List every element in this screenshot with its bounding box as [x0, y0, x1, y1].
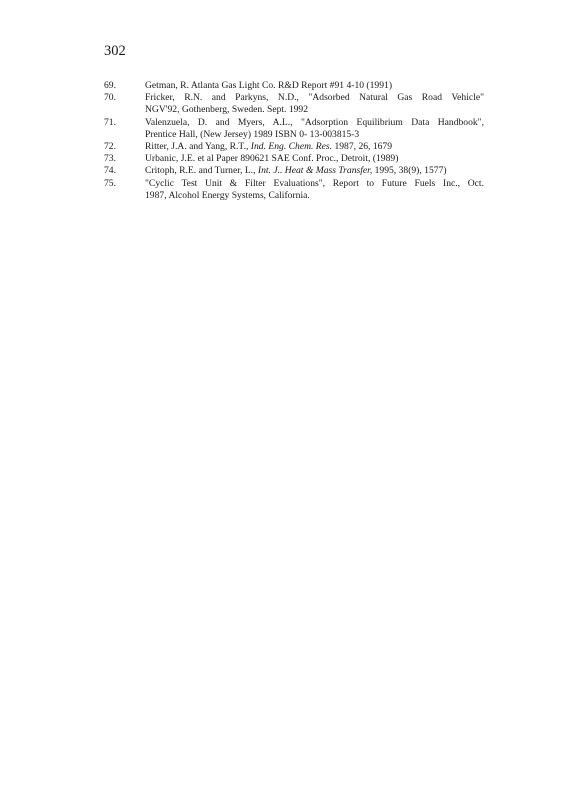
- reference-item: [104, 92, 484, 116]
- reference-text: [145, 92, 484, 116]
- reference-line: Valenzuela, D. and Myers, A.L., "Adsorption Equilibrium Data Handbook",: [145, 116, 484, 128]
- reference-number: 73.: [104, 153, 116, 165]
- reference-list: [104, 80, 484, 202]
- reference-number: 74.: [104, 165, 116, 177]
- reference-item: [104, 178, 484, 202]
- reference-authors: Critoph, R.E. and Turner, L.,: [145, 165, 258, 177]
- reference-number: 72.: [104, 141, 116, 153]
- reference-text: [145, 117, 484, 141]
- reference-line: Prentice Hall, (New Jersey) 1989 ISBN 0- 13-003815-3: [145, 128, 360, 140]
- reference-item: [104, 80, 484, 92]
- reference-text: [145, 153, 484, 165]
- journal-title: Ind. Eng. Chem. Res.: [250, 141, 333, 153]
- reference-line: 1987, Alcohol Energy Systems, California.: [145, 189, 310, 201]
- reference-number: 75.: [104, 177, 116, 189]
- reference-number: 69.: [104, 80, 116, 91]
- reference-line: Urbanic, J.E. et al Paper 890621 SAE Conf. Proc., Detroit, (1989): [145, 153, 399, 165]
- reference-item: [104, 165, 484, 177]
- reference-line: [145, 141, 484, 153]
- reference-number: 71.: [104, 116, 116, 128]
- reference-line: "Cyclic Test Unit & Filter Evaluations", Report to Future Fuels Inc., Oct.: [145, 177, 484, 189]
- reference-line: NGV'92, Gothenberg, Sweden. Sept. 1992: [145, 104, 309, 116]
- journal-title: Int. J.. Heat & Mass Transfer,: [257, 165, 373, 177]
- reference-authors: Ritter, J.A. and Yang, R.T.,: [145, 141, 251, 153]
- page-number: 302: [104, 43, 126, 59]
- reference-item: [104, 141, 484, 153]
- reference-item: [104, 153, 484, 165]
- reference-text: [145, 141, 484, 153]
- reference-text: [145, 178, 484, 202]
- reference-text: [145, 165, 484, 177]
- reference-citation: 1987, 26, 1679: [332, 141, 393, 153]
- reference-text: [145, 80, 484, 92]
- reference-number: 70.: [104, 92, 116, 104]
- reference-line: Fricker, R.N. and Parkyns, N.D., "Adsorbed Natural Gas Road Vehicle": [145, 92, 484, 104]
- reference-line: [145, 165, 484, 177]
- reference-line: Getman, R. Atlanta Gas Light Co. R&D Report #91 4-10 (1991): [145, 80, 393, 91]
- reference-item: [104, 117, 484, 141]
- reference-citation: 1995, 38(9), 1577): [372, 165, 447, 177]
